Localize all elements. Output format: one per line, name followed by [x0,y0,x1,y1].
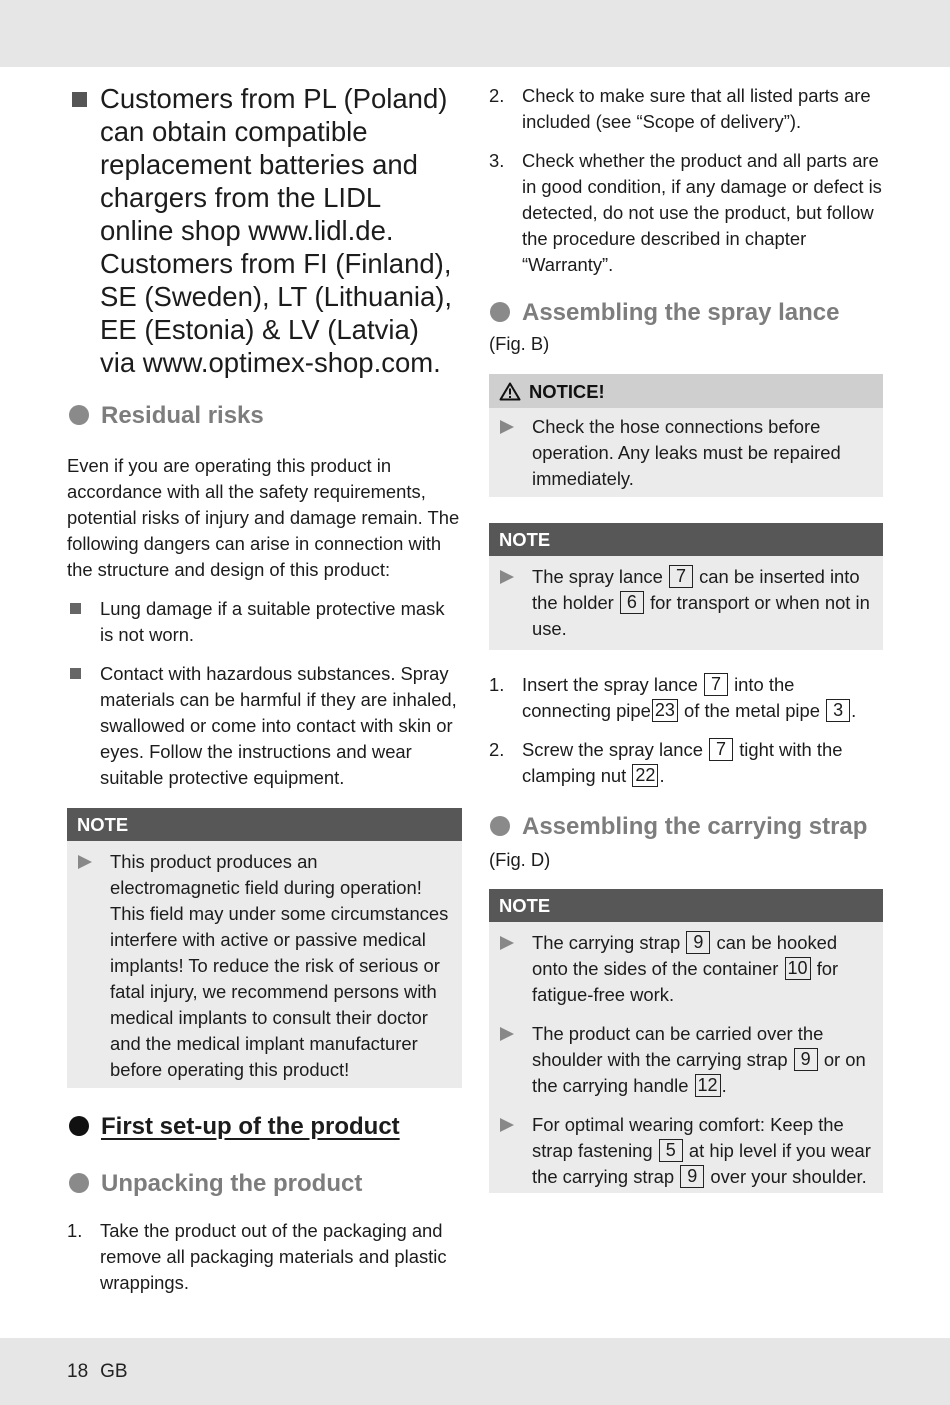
note-box [67,808,462,1088]
circle-bullet-icon [69,405,89,425]
part-number: 3 [826,699,850,722]
figure-reference: (Fig. D) [489,849,551,870]
step-item: 3. Check whether the product and all parts are in good condition, if any damage or defect is detected, do not use the product, but follow the procedure described in chapter “Warranty”. [489,150,882,275]
heading-text: Unpacking the product [101,1170,363,1197]
note-box [489,523,883,650]
note-title: NOTE [67,808,462,841]
part-number: 23 [652,699,678,722]
note-box [489,889,883,1193]
step-item: 1. Insert the spray lance 7 into the connecting pipe 23 of the metal pipe 3 . [489,674,857,721]
part-number: 12 [695,1074,721,1097]
note-item: Check the hose connections before operation. Any leaks must be repaired immediately. [489,414,873,492]
triangle-bullet-icon [500,570,514,584]
triangle-bullet-icon [500,936,514,950]
unpacking-steps-continued [489,83,883,278]
note-item: The spray lance 7 can be inserted into the holder 6 for transport or when not in use. [489,564,873,642]
figure-reference: (Fig. B) [489,333,550,354]
footer-band [0,1338,950,1405]
residual-risks-paragraph: Even if you are operating this product in accordance with all the safety requirements, potential risks of injury and damage remain. The following dangers can arise in connection with the structure and design of this product: [67,455,460,580]
spray-lance-heading [489,297,883,328]
part-number: 6 [620,591,644,614]
note-title: NOTE [489,889,883,922]
triangle-bullet-icon [500,1027,514,1041]
part-number: 10 [785,957,811,980]
note-title: NOTE [489,523,883,556]
header-band [0,0,950,67]
unpacking-heading [67,1168,460,1199]
heading-text: First set-up of the product [101,1113,400,1140]
part-number: 9 [794,1048,818,1071]
part-number: 7 [669,565,693,588]
heading-text: Assembling the carrying strap [522,813,868,840]
triangle-bullet-icon [78,855,92,869]
circle-bullet-icon [69,1116,89,1136]
part-number: 9 [680,1165,704,1188]
circle-bullet-icon [490,816,510,836]
note-item: This product produces an electromagnetic field during operation! This field may under some circumstances interfere with active or passive medical implants! To reduce the risk of serious or fatal injury, we recommend persons with medical implants to consult their doctor and the medical implant manufacturer before operating this product! [67,849,452,1083]
heading-text: Assembling the spray lance [522,299,840,326]
residual-risks-heading [67,400,460,431]
triangle-bullet-icon [500,1118,514,1132]
square-bullet-icon [70,603,81,614]
circle-bullet-icon [490,302,510,322]
first-setup-heading [67,1111,460,1142]
left-column [67,82,460,1296]
notice-title: NOTICE! [489,374,883,408]
part-number: 9 [686,931,710,954]
page-number [67,1361,128,1383]
note-item: The carrying strap 9 can be hooked onto the sides of the container 10 for fatigue-free work. [489,930,873,1008]
step-item: 2. Screw the spray lance 7 tight with the clamping nut 22 . [489,739,843,786]
unpacking-steps [67,1218,460,1296]
square-bullet-icon [70,668,81,679]
carrying-strap-heading [489,811,883,842]
triangle-bullet-icon [500,420,514,434]
page-number-value: 18 [67,1361,89,1382]
note-item: The product can be carried over the shoulder with the carrying strap 9 or on the carrying handle 12 . [489,1021,873,1099]
step-item: 2. Check to make sure that all listed parts are included (see “Scope of delivery”). [489,85,871,132]
spray-lance-steps [489,672,883,789]
part-number: 5 [659,1139,683,1162]
step-item: 1. Take the product out of the packaging and remove all packaging materials and plastic wrappings. [67,1220,447,1293]
right-column [489,83,883,1193]
warning-triangle-icon [499,382,521,401]
list-item: Contact with hazardous substances. Spray materials can be harmful if they are inhaled, swallowed or come into contact with skin or eyes. Follow the instructions and wear suitable protective equipment. [67,661,460,791]
language-code: GB [100,1361,128,1382]
intro-bullet [67,82,460,379]
notice-box [489,374,883,497]
list-item: Lung damage if a suitable protective mask is not worn. [67,596,460,648]
heading-text: Residual risks [101,402,264,429]
intro-bullet-text: Customers from PL (Poland) can obtain compatible replacement batteries and chargers from the LIDL online shop www.lidl.de. Customers from FI (Finland), SE (Sweden), LT (Lithuania), EE (Estonia) & LV (Latvia) via www.optimex-shop.com. [100,83,453,378]
circle-bullet-icon [69,1173,89,1193]
part-number: 7 [704,673,728,696]
note-item: For optimal wearing comfort: Keep the strap fastening 5 at hip level if you wear the carrying strap 9 over your shoulder. [489,1112,873,1190]
square-bullet-icon [72,92,87,107]
part-number: 7 [709,738,733,761]
part-number: 22 [632,764,658,787]
residual-risks-list [67,596,460,791]
